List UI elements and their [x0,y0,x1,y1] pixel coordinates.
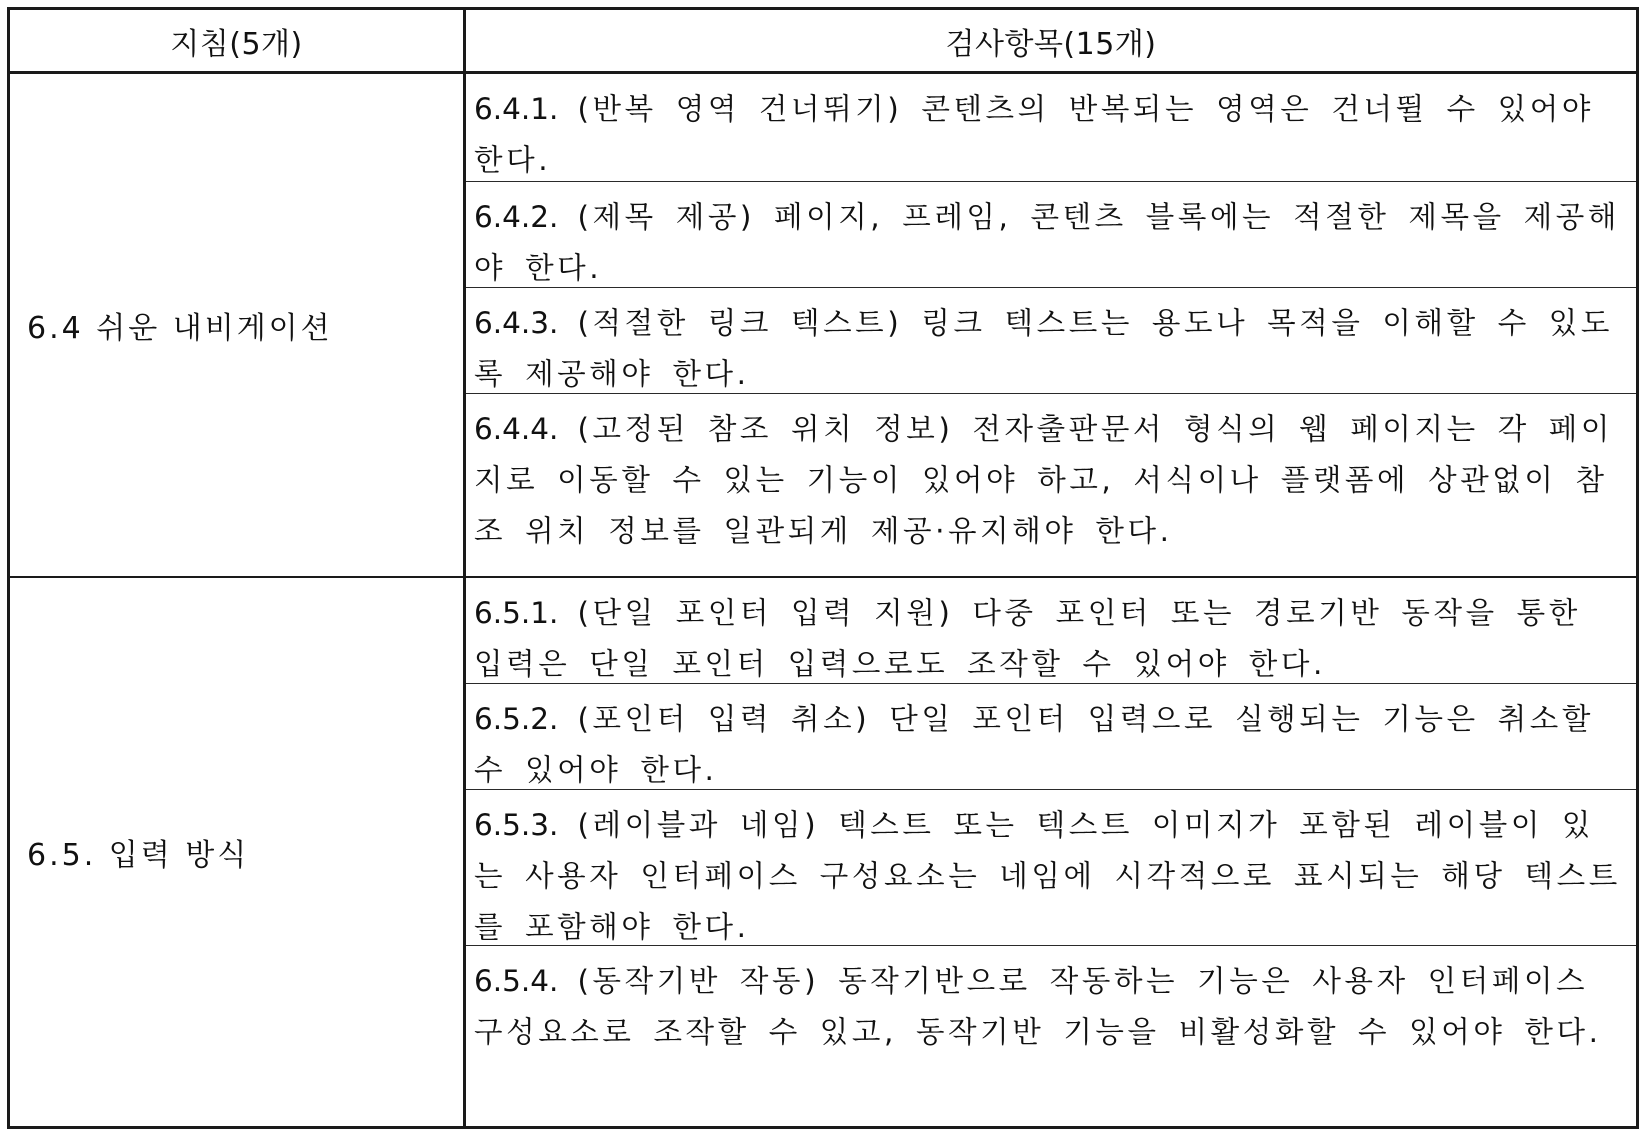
item-number: 6.4.4. [474,412,559,446]
check-items [466,578,1636,1126]
guidelines-table [7,7,1639,1129]
item-text: (단일 포인터 입력 지원) 다중 포인터 또는 경로기반 동작을 통한 입력은 단일 포인터 입력으로도 조작할 수 있어야 한다. [474,596,1581,681]
item-number: 6.5.1. [474,596,559,630]
check-item-6-4-1 [466,74,1636,182]
check-item-6-5-4 [466,946,1636,1124]
check-item-6-5-2 [466,684,1636,790]
check-item-6-4-3 [466,288,1636,394]
item-text: (제목 제공) 페이지, 프레임, 콘텐츠 블록에는 적절한 제목을 제공해야 한다. [474,200,1620,285]
item-number: 6.5.4. [474,964,559,998]
item-number: 6.4.1. [474,92,559,126]
item-text: (레이블과 네임) 텍스트 또는 텍스트 이미지가 포함된 레이블이 있는 사용자 인터페이스 구성요소는 네임에 시각적으로 표시되는 해당 텍스트를 포함해야 한다. [474,808,1621,944]
guideline-cell: 6.5. 입력 방식 [27,838,250,873]
item-number: 6.5.3. [474,808,559,842]
item-text: (적절한 링크 텍스트) 링크 텍스트는 용도나 목적을 이해할 수 있도록 제공해야 한다. [474,306,1613,391]
check-item-6-4-2 [466,182,1636,288]
item-text: (동작기반 작동) 동작기반으로 작동하는 기능은 사용자 인터페이스 구성요소로 조작할 수 있고, 동작기반 기능을 비활성화할 수 있어야 한다. [474,964,1602,1049]
check-item-6-5-3 [466,790,1636,946]
check-items [466,74,1636,576]
header-items-column: 검사항목(15개) [945,26,1157,62]
item-text: (고정된 참조 위치 정보) 전자출판문서 형식의 웹 페이지는 각 페이지로 이동할 수 있는 기능이 있어야 하고, 서식이나 플랫폼에 상관없이 참조 위치 정보를 일관되게 제공·유지해야 한다. [474,412,1613,548]
check-item-6-5-1 [466,578,1636,684]
item-text: (포인터 입력 취소) 단일 포인터 입력으로 실행되는 기능은 취소할 수 있어야 한다. [474,702,1594,787]
check-item-6-4-4 [466,394,1636,576]
guideline-group-6-4 [10,74,1636,578]
table-header-row [10,10,1636,74]
header-guideline-column: 지침(5개) [170,26,303,62]
item-number: 6.4.3. [474,306,559,340]
item-text: (반복 영역 건너뛰기) 콘텐츠의 반복되는 영역은 건너뛸 수 있어야 한다. [474,92,1594,177]
guideline-cell: 6.4 쉬운 내비게이션 [27,311,333,346]
item-number: 6.5.2. [474,702,559,736]
item-number: 6.4.2. [474,200,559,234]
guideline-group-6-5 [10,578,1636,1126]
